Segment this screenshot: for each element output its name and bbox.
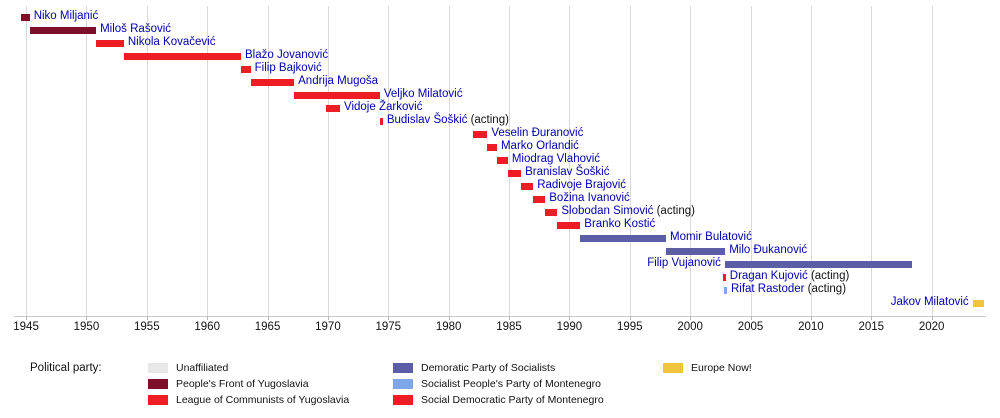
- timeline-bar-label: Božina Ivanović: [549, 192, 630, 204]
- timeline-bar-label: Momir Bulatović: [670, 231, 752, 243]
- timeline-bar-label: Niko Miljanić: [33, 10, 99, 22]
- legend-label: Socialist People's Party of Montenegro: [421, 378, 602, 390]
- gridline: [690, 6, 691, 316]
- timeline-bar[interactable]: [723, 274, 726, 281]
- timeline-bar[interactable]: [580, 235, 666, 242]
- x-tick: [811, 316, 812, 320]
- x-tick: [871, 316, 872, 320]
- timeline-bar-label: Branko Kostić: [584, 218, 656, 230]
- legend-label: League of Communists of Yugoslavia: [176, 394, 350, 406]
- x-tick-label: 2000: [677, 321, 703, 333]
- timeline-bar[interactable]: [557, 222, 580, 229]
- timeline-bar-label: Budislav Šoškić (acting): [386, 114, 509, 126]
- timeline-bar-label: Marko Orlandić: [500, 140, 579, 152]
- timeline-bar[interactable]: [241, 66, 251, 73]
- x-tick: [509, 316, 510, 320]
- x-tick-label: 2010: [798, 321, 824, 333]
- x-tick-label: 2015: [858, 321, 885, 333]
- timeline-bar-label: Rifat Rastoder (acting): [730, 283, 847, 295]
- gridline: [86, 6, 87, 316]
- timeline-bar[interactable]: [380, 118, 383, 125]
- legend-color-swatch: [393, 379, 413, 389]
- timeline-bar-label: Milo Đukanović: [729, 244, 808, 256]
- legend-label: Europe Now!: [691, 362, 752, 374]
- x-tick-label: 2005: [737, 321, 764, 333]
- gridline: [449, 6, 450, 316]
- timeline-bar[interactable]: [545, 209, 557, 216]
- x-tick-label: 1990: [556, 321, 583, 333]
- timeline-bar-label: Filip Vujanović: [647, 257, 721, 269]
- legend-label: Demoratic Party of Socialists: [421, 362, 556, 374]
- x-tick-label: 1945: [13, 321, 39, 333]
- timeline-bar[interactable]: [21, 14, 29, 21]
- timeline-bar[interactable]: [724, 287, 727, 294]
- legend-color-swatch: [393, 395, 413, 405]
- timeline-bar[interactable]: [666, 248, 725, 255]
- gridline: [630, 6, 631, 316]
- x-tick: [207, 316, 208, 320]
- timeline-bar[interactable]: [973, 300, 984, 307]
- legend-label: Unaffiliated: [176, 362, 229, 374]
- x-tick: [751, 316, 752, 320]
- timeline-bar-label: Nikola Kovačević: [127, 36, 216, 48]
- x-tick-label: 1985: [496, 321, 522, 333]
- legend-color-swatch: [393, 363, 413, 373]
- x-tick: [932, 316, 933, 320]
- timeline-bar[interactable]: [294, 92, 380, 99]
- timeline-bar[interactable]: [487, 144, 497, 151]
- x-tick-label: 1965: [254, 321, 281, 333]
- timeline-bar-label: Slobodan Simović (acting): [561, 205, 695, 217]
- x-tick: [26, 316, 27, 320]
- timeline-bar-label: Dragan Kujović (acting): [729, 270, 850, 282]
- x-tick: [388, 316, 389, 320]
- gridline: [871, 6, 872, 316]
- chart-legend: [0, 352, 1000, 418]
- timeline-bar-label: Branislav Šoškić: [525, 166, 610, 178]
- timeline-bar-label: Jakov Milatović: [890, 296, 969, 308]
- legend-label: People's Front of Yugoslavia: [176, 378, 309, 390]
- x-tick: [569, 316, 570, 320]
- timeline-bar[interactable]: [124, 53, 241, 60]
- x-tick-label: 1950: [73, 321, 100, 333]
- timeline-bar[interactable]: [251, 79, 294, 86]
- timeline-bar-label: Radivoje Brajović: [537, 179, 627, 191]
- timeline-bar[interactable]: [508, 170, 521, 177]
- timeline-bar[interactable]: [521, 183, 533, 190]
- x-tick: [86, 316, 87, 320]
- x-tick-label: 1960: [194, 321, 220, 333]
- timeline-bar-label: Filip Bajković: [254, 62, 322, 74]
- gridline: [932, 6, 933, 316]
- timeline-bar[interactable]: [96, 40, 124, 47]
- x-tick-label: 1980: [435, 321, 462, 333]
- x-tick-label: 1970: [315, 321, 341, 333]
- x-tick: [690, 316, 691, 320]
- x-tick-label: 1975: [375, 321, 402, 333]
- legend-color-swatch: [148, 395, 168, 405]
- gridline: [388, 6, 389, 316]
- x-axis-line: [14, 316, 986, 317]
- timeline-bar-label: Miodrag Vlahović: [511, 153, 601, 165]
- x-tick: [630, 316, 631, 320]
- timeline-bar-label: Blažo Jovanović: [245, 49, 329, 61]
- timeline-bar[interactable]: [30, 27, 96, 34]
- chart-plot-area: [14, 6, 986, 316]
- gridline: [509, 6, 510, 316]
- legend-color-swatch: [148, 363, 168, 373]
- timeline-bar-label: Vidoje Žarković: [344, 101, 423, 113]
- legend-color-swatch: [148, 379, 168, 389]
- gridline: [26, 6, 27, 316]
- timeline-bar[interactable]: [497, 157, 508, 164]
- x-tick-label: 2020: [918, 321, 945, 333]
- x-tick-label: 1955: [134, 321, 160, 333]
- x-tick: [268, 316, 269, 320]
- x-tick: [328, 316, 329, 320]
- timeline-bar[interactable]: [326, 105, 340, 112]
- timeline-bar-label: Miloš Rašović: [100, 23, 172, 35]
- x-tick: [147, 316, 148, 320]
- timeline-bar-label: Veljko Milatović: [383, 88, 463, 100]
- timeline-bar-label: Andrija Mugoša: [298, 75, 379, 87]
- timeline-bar[interactable]: [533, 196, 545, 203]
- x-tick-label: 1995: [617, 321, 643, 333]
- legend-color-swatch: [663, 363, 683, 373]
- timeline-bar[interactable]: [725, 261, 912, 268]
- legend-title: Political party:: [30, 362, 102, 374]
- timeline-bar-label: Veselin Đuranović: [491, 127, 584, 139]
- legend-label: Social Democratic Party of Montenegro: [421, 394, 604, 406]
- x-tick: [449, 316, 450, 320]
- timeline-bar[interactable]: [473, 131, 487, 138]
